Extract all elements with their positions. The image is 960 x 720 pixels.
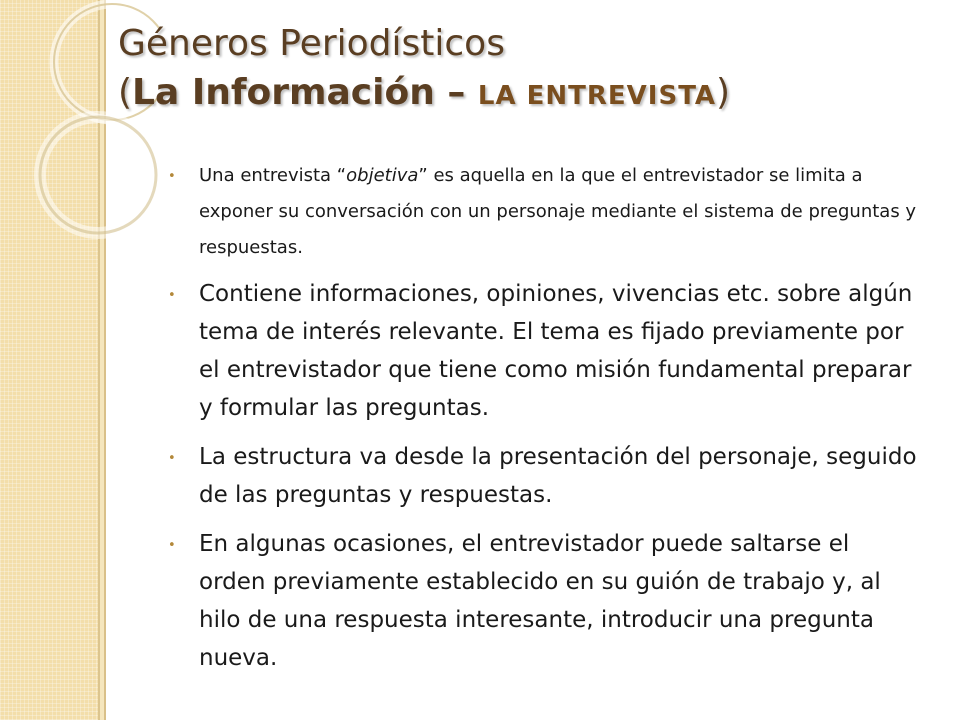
title-line-2 (118, 68, 938, 121)
title-main-text: La Información – (132, 72, 478, 113)
bullet-text-italic: objetiva (346, 165, 419, 186)
bullet-dot-icon: • (168, 451, 176, 466)
title-open-paren: ( (118, 72, 133, 113)
title-close-paren: ) (716, 72, 731, 113)
bullet-text: La estructura va desde la presentación del personaje, seguido de las preguntas y respuestas. (199, 444, 917, 508)
bullet-text: Contiene informaciones, opiniones, vivencias etc. sobre algún tema de interés relevante. El tema es fijado previamente por el entrevistador que tiene como misión fundamental preparar y formular las preguntas. (199, 281, 913, 421)
bullet-dot-icon: • (168, 169, 176, 184)
bullet-item (168, 275, 920, 427)
bullet-dot-icon: • (168, 288, 176, 303)
bullet-dot-icon: • (168, 538, 176, 553)
bullet-item (168, 525, 920, 677)
title-caps-text: LA ENTREVISTA (477, 81, 717, 111)
slide-title (118, 20, 938, 121)
bullet-item (168, 158, 920, 266)
bullet-text-post: ” es aquella en la que el entrevistador se limita a exponer su conversación con un personaje mediante el sistema de preguntas y respuestas. (199, 165, 917, 258)
bullet-text: En algunas ocasiones, el entrevistador puede saltarse el orden previamente establecido en su guión de trabajo y, al hilo de una respuesta interesante, introducir una pregunta nueva. (199, 531, 881, 671)
title-line-1: Géneros Periodísticos (118, 23, 505, 64)
bullet-item (168, 438, 920, 514)
bullet-list (168, 158, 920, 677)
bullet-text-pre: Una entrevista “ (199, 165, 347, 186)
